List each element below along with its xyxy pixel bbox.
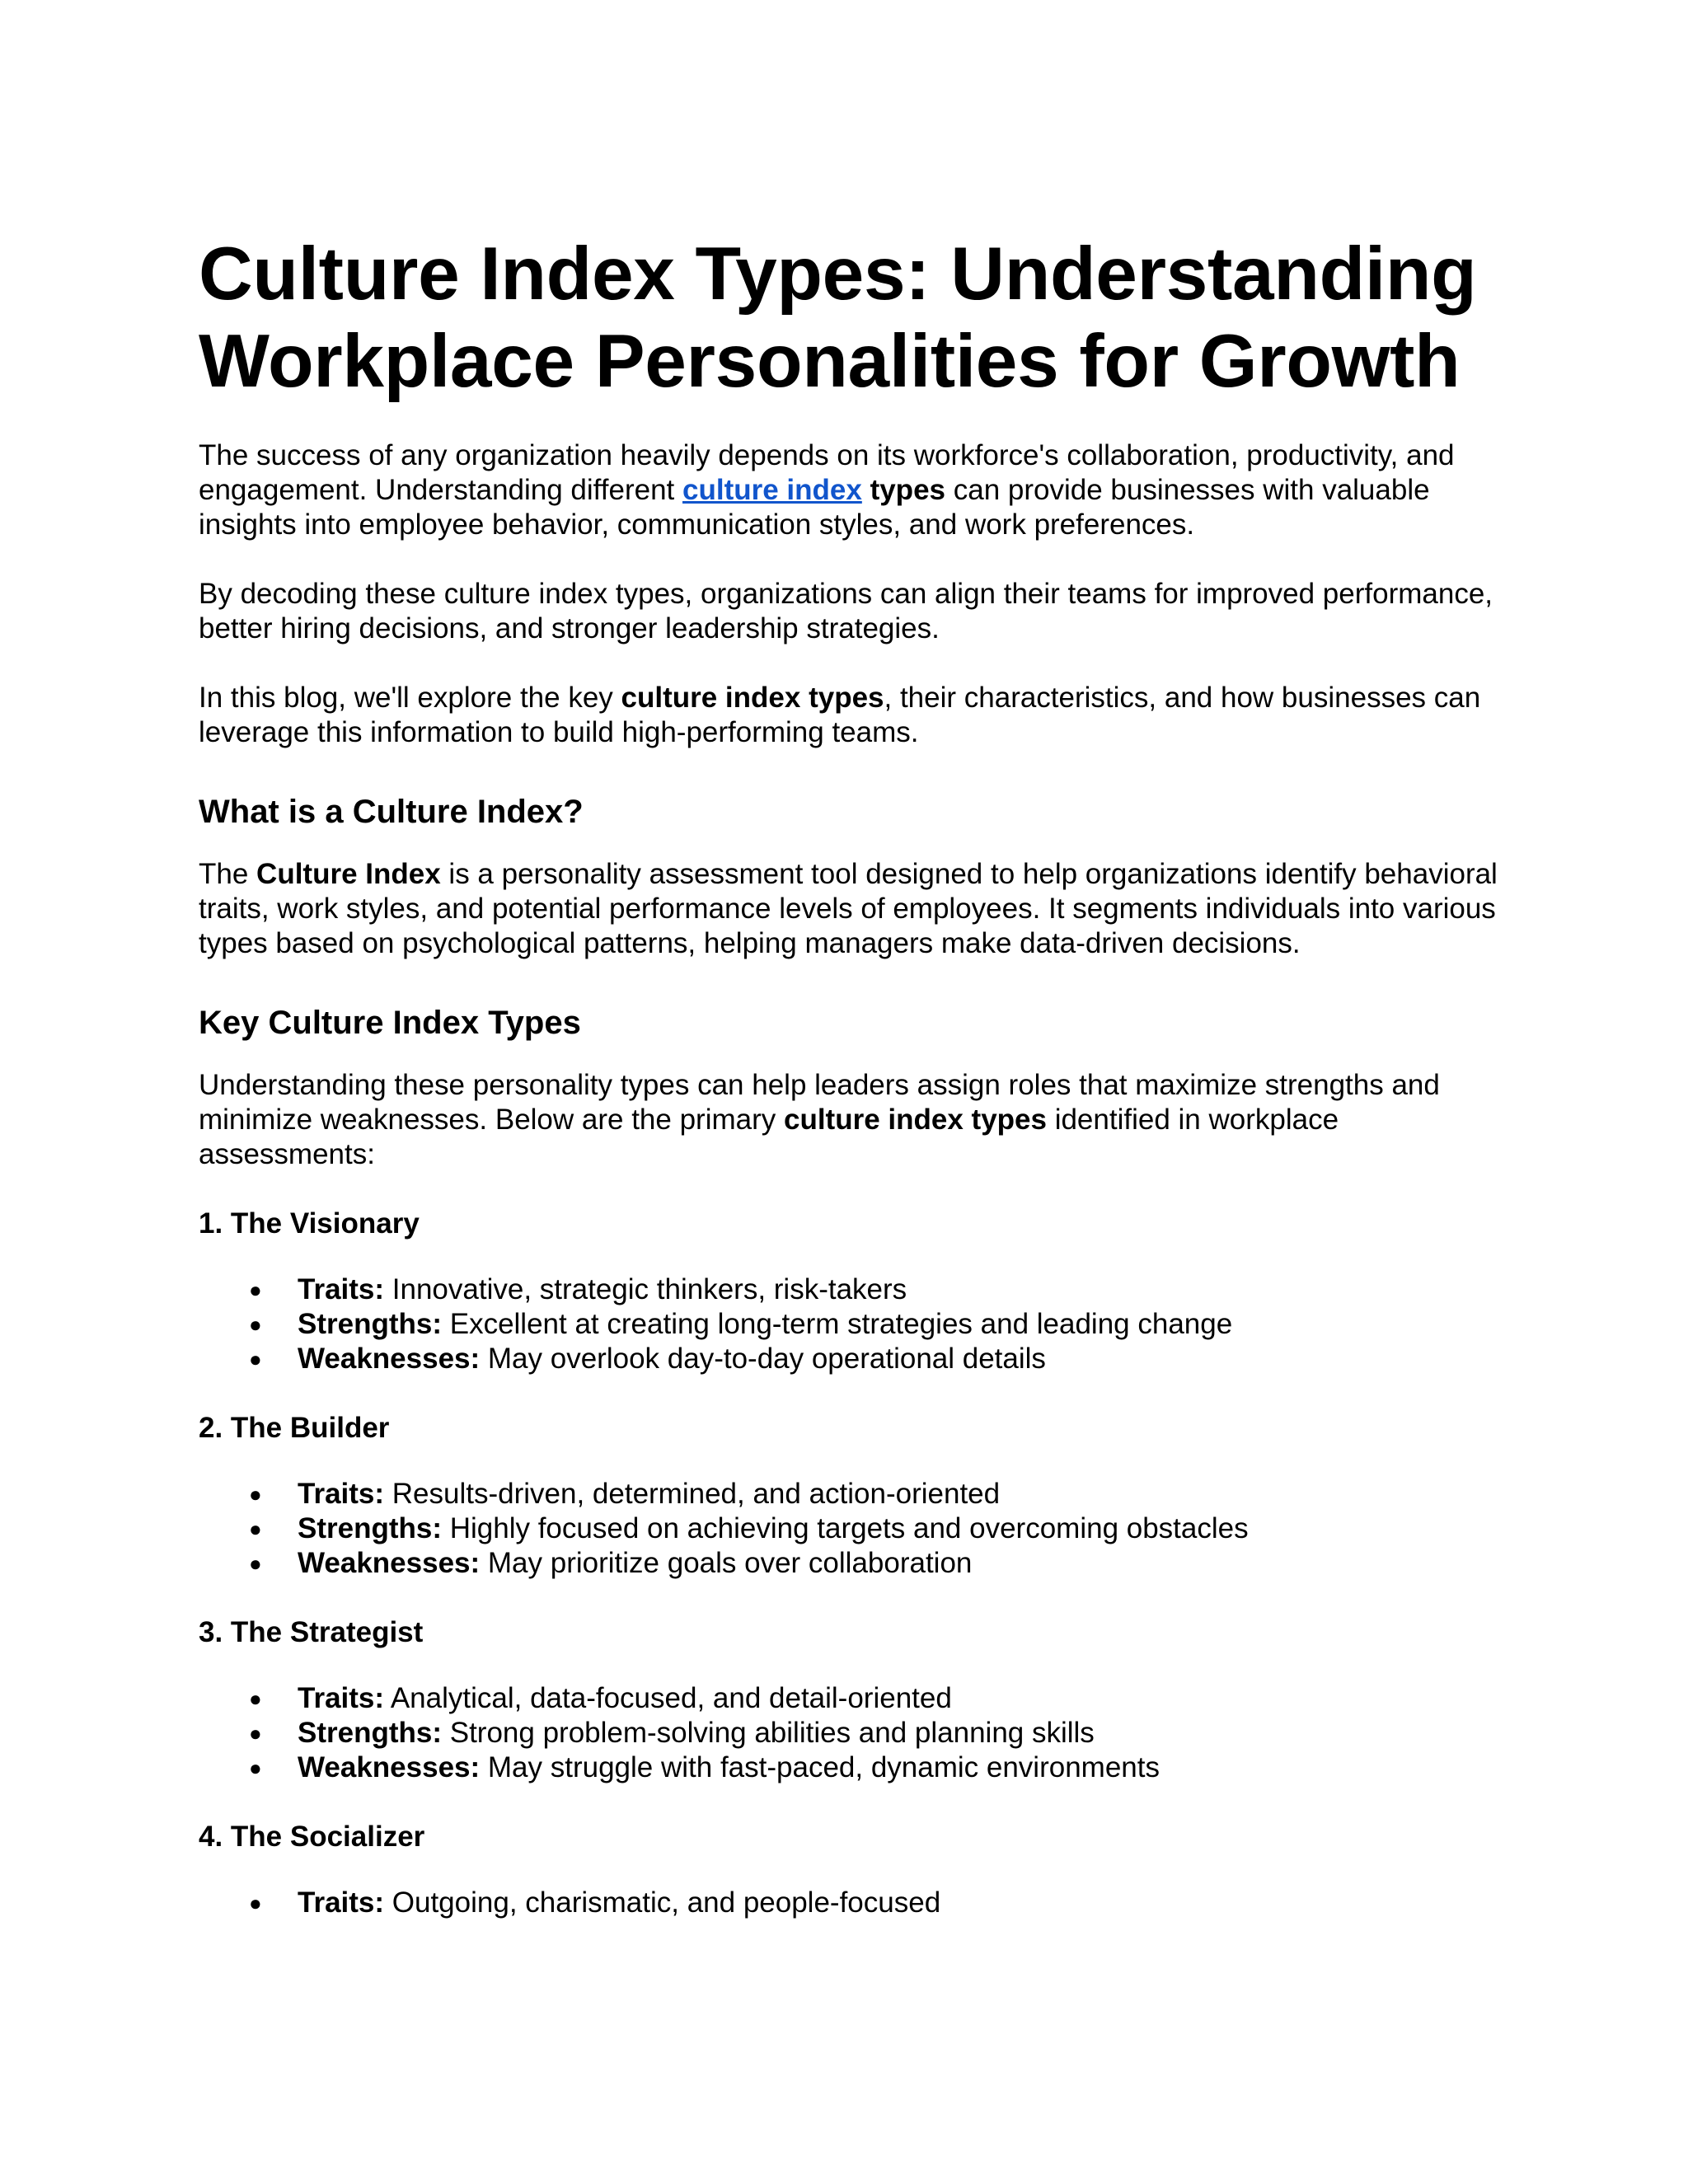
intro-p3-bold: culture index types xyxy=(621,682,884,714)
type-heading-visionary: 1. The Visionary xyxy=(199,1207,420,1240)
item-text: May prioritize goals over collaboration xyxy=(480,1547,973,1579)
section-heading-what: What is a Culture Index? xyxy=(199,794,584,830)
intro-paragraph-1 xyxy=(199,438,1501,542)
list-item xyxy=(199,1511,1501,1546)
item-label: Strengths: xyxy=(298,1308,442,1340)
intro-p3-text-end: , their characteristics, and how businesses can leverage this information to build high-performing teams. xyxy=(199,682,1481,748)
item-label: Weaknesses: xyxy=(298,1343,481,1375)
item-text: Highly focused on achieving targets and overcoming obstacles xyxy=(442,1512,1249,1544)
section-what-bold: Culture Index xyxy=(256,858,441,890)
list-item xyxy=(199,1886,1501,1920)
type-list-strategist xyxy=(199,1681,1501,1785)
section-what-paragraph xyxy=(199,857,1501,961)
item-label: Weaknesses: xyxy=(298,1751,481,1783)
item-text: Outgoing, charismatic, and people-focused xyxy=(384,1886,941,1919)
item-text: Analytical, data-focused, and detail-oriented xyxy=(384,1682,952,1714)
list-item xyxy=(199,1477,1501,1511)
type-list-builder xyxy=(199,1477,1501,1581)
item-text: Results-driven, determined, and action-oriented xyxy=(384,1478,1001,1510)
section-what-text-end: is a personality assessment tool designed to help organizations identify behavioral traits, work styles, and potential performance levels of employees. It segments individuals into various types based on psychological patterns, helping managers make data-driven decisions. xyxy=(199,858,1498,959)
item-label: Strengths: xyxy=(298,1512,442,1544)
list-item xyxy=(199,1342,1501,1376)
item-label: Traits: xyxy=(298,1273,385,1305)
type-heading-builder: 2. The Builder xyxy=(199,1412,390,1444)
section-key-bold: culture index types xyxy=(783,1104,1047,1136)
document-page xyxy=(199,231,1501,1955)
item-label: Traits: xyxy=(298,1478,385,1510)
bullet-icon: ● xyxy=(249,1277,262,1302)
bullet-icon: ● xyxy=(249,1551,262,1576)
section-key-text-start: Understanding these personality types can help leaders assign roles that maximize strengths and minimize weaknesses. Below are the primary xyxy=(199,1069,1440,1136)
bullet-icon: ● xyxy=(249,1312,262,1337)
section-what-text-start: The xyxy=(199,858,257,890)
section-key-text-end: identified in workplace assessments: xyxy=(199,1104,1339,1170)
item-text: May struggle with fast-paced, dynamic environments xyxy=(480,1751,1160,1783)
list-item xyxy=(199,1681,1501,1716)
intro-p1-text-end: can provide businesses with valuable insights into employee behavior, communication styles, and work preferences. xyxy=(199,474,1430,541)
bullet-icon: ● xyxy=(249,1891,262,1915)
intro-paragraph-3 xyxy=(199,681,1501,750)
item-text: May overlook day-to-day operational details xyxy=(480,1343,1046,1375)
intro-p1-bold: types xyxy=(870,474,945,506)
list-item xyxy=(199,1750,1501,1785)
item-label: Traits: xyxy=(298,1886,385,1919)
type-heading-socializer: 4. The Socializer xyxy=(199,1821,425,1853)
item-text: Strong problem-solving abilities and planning skills xyxy=(442,1717,1095,1749)
page-title: Culture Index Types: Understanding Workplace Personalities for Growth xyxy=(199,232,1477,403)
item-label: Weaknesses: xyxy=(298,1547,481,1579)
section-heading-key: Key Culture Index Types xyxy=(199,1005,581,1041)
type-heading-strategist: 3. The Strategist xyxy=(199,1616,424,1648)
bullet-icon: ● xyxy=(249,1755,262,1780)
bullet-icon: ● xyxy=(249,1721,262,1746)
list-item xyxy=(199,1546,1501,1581)
culture-index-link[interactable]: culture index xyxy=(682,474,862,506)
list-item xyxy=(199,1307,1501,1342)
item-text: Excellent at creating long-term strategies and leading change xyxy=(442,1308,1233,1340)
bullet-icon: ● xyxy=(249,1516,262,1541)
intro-paragraph-2: By decoding these culture index types, organizations can align their teams for improved performance, better hiring decisions, and stronger leadership strategies. xyxy=(199,578,1493,644)
list-item xyxy=(199,1716,1501,1750)
item-text: Innovative, strategic thinkers, risk-takers xyxy=(384,1273,907,1305)
item-label: Strengths: xyxy=(298,1717,442,1749)
type-list-socializer xyxy=(199,1886,1501,1920)
list-item xyxy=(199,1272,1501,1307)
bullet-icon: ● xyxy=(249,1482,262,1507)
item-label: Traits: xyxy=(298,1682,385,1714)
type-list-visionary xyxy=(199,1272,1501,1376)
section-key-paragraph xyxy=(199,1068,1501,1172)
bullet-icon: ● xyxy=(249,1347,262,1371)
intro-p3-text-start: In this blog, we'll explore the key xyxy=(199,682,621,714)
intro-p1-text-start: The success of any organization heavily depends on its workforce's collaboration, productivity, and engagement. Understanding different xyxy=(199,439,1455,506)
bullet-icon: ● xyxy=(249,1686,262,1711)
